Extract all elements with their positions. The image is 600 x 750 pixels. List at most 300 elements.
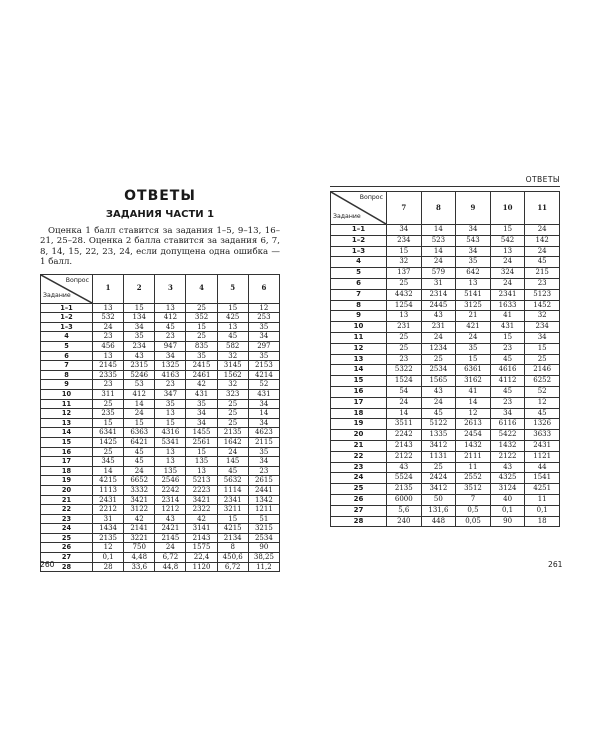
row-label: 16 <box>41 447 93 457</box>
answer-cell: 2546 <box>155 476 186 486</box>
table-row <box>331 462 560 473</box>
answer-cell: 5246 <box>124 370 155 380</box>
answer-cell: 1642 <box>217 437 248 447</box>
answer-cell: 137 <box>387 268 422 279</box>
answer-cell: 6,72 <box>217 562 248 572</box>
answer-cell: 34 <box>490 408 525 419</box>
answer-cell: 3221 <box>124 533 155 543</box>
column-header: 4 <box>186 274 217 303</box>
answer-cell: 45 <box>217 466 248 476</box>
answer-cell: 4432 <box>387 289 422 300</box>
answer-cell: 2212 <box>93 505 124 515</box>
answer-cell: 543 <box>456 235 491 246</box>
answer-cell: 23 <box>525 278 560 289</box>
answer-cell: 240 <box>387 516 422 527</box>
answer-cell: 15 <box>525 343 560 354</box>
table-row <box>41 543 280 553</box>
page-number-left: 260 <box>40 560 55 569</box>
answer-cell: 1212 <box>155 505 186 515</box>
answer-cell: 34 <box>124 322 155 332</box>
row-label: 20 <box>41 485 93 495</box>
answer-cell: 5213 <box>186 476 217 486</box>
table-row <box>331 278 560 289</box>
answer-cell: 25 <box>387 332 422 343</box>
answer-cell: 4316 <box>155 428 186 438</box>
answer-cell: 25 <box>93 399 124 409</box>
answer-cell: 24 <box>421 397 456 408</box>
table-row <box>41 399 280 409</box>
answer-cell: 35 <box>155 399 186 409</box>
answer-cell: 4623 <box>248 428 279 438</box>
answer-cell: 431 <box>490 322 525 333</box>
answer-cell: 3512 <box>456 484 491 495</box>
answer-cell: 3412 <box>421 484 456 495</box>
answer-cell: 32 <box>217 351 248 361</box>
answer-cell: 15 <box>456 354 491 365</box>
table-row <box>41 514 280 524</box>
table-row <box>331 289 560 300</box>
answer-cell: 34 <box>248 332 279 342</box>
answer-cell: 2421 <box>155 524 186 534</box>
table-row <box>41 476 280 486</box>
right-page <box>330 175 560 527</box>
answer-cell: 134 <box>124 313 155 323</box>
answer-cell: 2122 <box>490 451 525 462</box>
table-row <box>331 494 560 505</box>
answer-cell: 45 <box>155 322 186 332</box>
row-label: 1–3 <box>41 322 93 332</box>
column-header: 5 <box>217 274 248 303</box>
table-row <box>41 332 280 342</box>
answer-cell: 1113 <box>93 485 124 495</box>
table-row <box>331 397 560 408</box>
answer-cell: 43 <box>421 386 456 397</box>
column-header: 11 <box>525 192 560 225</box>
row-label: 17 <box>331 397 387 408</box>
answer-cell: 35 <box>456 343 491 354</box>
row-label: 22 <box>41 505 93 515</box>
row-label: 19 <box>41 476 93 486</box>
row-label: 21 <box>331 440 387 451</box>
row-label: 1–1 <box>331 225 387 236</box>
answer-cell: 2141 <box>124 524 155 534</box>
answer-cell: 0,1 <box>525 505 560 516</box>
answer-cell: 142 <box>525 235 560 246</box>
answer-cell: 41 <box>456 386 491 397</box>
answer-cell: 215 <box>525 268 560 279</box>
answer-cell: 25 <box>186 332 217 342</box>
answer-cell: 4616 <box>490 365 525 376</box>
table-row <box>41 447 280 457</box>
answer-cell: 14 <box>456 397 491 408</box>
answer-cell: 2242 <box>155 485 186 495</box>
answer-cell: 352 <box>186 313 217 323</box>
answer-cell: 14 <box>93 466 124 476</box>
answer-cell: 42 <box>124 514 155 524</box>
answer-cell: 24 <box>124 409 155 419</box>
table-row <box>331 235 560 246</box>
answer-cell: 52 <box>248 380 279 390</box>
answer-cell: 35 <box>248 447 279 457</box>
table-row <box>331 257 560 268</box>
answer-cell: 25 <box>421 462 456 473</box>
table-row <box>331 300 560 311</box>
answer-cell: 5123 <box>525 289 560 300</box>
answer-cell: 297 <box>248 342 279 352</box>
answer-cell: 22,4 <box>186 553 217 563</box>
table-row <box>331 322 560 333</box>
table-row <box>331 440 560 451</box>
answer-cell: 25 <box>387 343 422 354</box>
row-label: 28 <box>41 562 93 572</box>
table-row <box>331 343 560 354</box>
answer-cell: 50 <box>421 494 456 505</box>
answer-cell: 38,25 <box>248 553 279 563</box>
row-label: 18 <box>41 466 93 476</box>
answer-cell: 35 <box>248 351 279 361</box>
answer-cell: 2314 <box>421 289 456 300</box>
answer-cell: 5141 <box>456 289 491 300</box>
row-label: 1–1 <box>41 303 93 313</box>
answer-cell: 135 <box>186 457 217 467</box>
row-label: 13 <box>331 354 387 365</box>
answer-cell: 34 <box>155 351 186 361</box>
answer-cell: 5422 <box>490 430 525 441</box>
corner-label-question: Вопрос <box>359 194 383 201</box>
answer-cell: 532 <box>93 313 124 323</box>
answer-cell: 43 <box>387 462 422 473</box>
answer-cell: 23 <box>155 332 186 342</box>
answer-cell: 8 <box>217 543 248 553</box>
table-row <box>331 332 560 343</box>
answer-cell: 13 <box>387 311 422 322</box>
answer-cell: 43 <box>155 514 186 524</box>
answer-cell: 3412 <box>421 440 456 451</box>
answer-cell: 311 <box>93 389 124 399</box>
answer-cell: 2445 <box>421 300 456 311</box>
row-label: 23 <box>331 462 387 473</box>
row-label: 9 <box>41 380 93 390</box>
answer-cell: 947 <box>155 342 186 352</box>
answer-cell: 5341 <box>155 437 186 447</box>
row-label: 1–3 <box>331 246 387 257</box>
answer-cell: 54 <box>387 386 422 397</box>
answer-cell: 24 <box>124 466 155 476</box>
answer-cell: 234 <box>387 235 422 246</box>
column-header: 8 <box>421 192 456 225</box>
answer-cell: 2461 <box>186 370 217 380</box>
answer-cell: 2431 <box>525 440 560 451</box>
answer-cell: 2322 <box>186 505 217 515</box>
row-label: 22 <box>331 451 387 462</box>
table-row <box>41 562 280 572</box>
answer-cell: 23 <box>248 466 279 476</box>
answer-cell: 13 <box>186 466 217 476</box>
answer-cell: 14 <box>124 399 155 409</box>
left-page <box>40 180 280 572</box>
table-row <box>331 484 560 495</box>
answer-cell: 4,48 <box>124 553 155 563</box>
answer-cell: 431 <box>248 389 279 399</box>
row-label: 9 <box>331 311 387 322</box>
answer-cell: 2143 <box>387 440 422 451</box>
answer-cell: 23 <box>93 380 124 390</box>
answer-cell: 21 <box>456 311 491 322</box>
answer-cell: 6341 <box>93 428 124 438</box>
answer-cell: 35 <box>456 257 491 268</box>
running-head: ОТВЕТЫ <box>525 175 560 184</box>
table-row <box>331 246 560 257</box>
row-label: 4 <box>41 332 93 342</box>
answer-cell: 13 <box>93 351 124 361</box>
answer-cell: 750 <box>124 543 155 553</box>
answer-cell: 15 <box>217 303 248 313</box>
answer-cell: 1575 <box>186 543 217 553</box>
answer-cell: 28 <box>93 562 124 572</box>
table-row <box>331 386 560 397</box>
answer-cell: 3125 <box>456 300 491 311</box>
answer-cell: 24 <box>155 543 186 553</box>
answer-cell: 2115 <box>248 437 279 447</box>
answer-cell: 45 <box>217 332 248 342</box>
answer-cell: 14 <box>421 225 456 236</box>
answer-cell: 25 <box>217 418 248 428</box>
answer-cell: 14 <box>387 408 422 419</box>
answer-cell: 45 <box>124 457 155 467</box>
row-label: 10 <box>331 322 387 333</box>
answer-cell: 2223 <box>186 485 217 495</box>
answer-cell: 3145 <box>217 361 248 371</box>
table-row <box>41 342 280 352</box>
answers-table-left <box>40 274 280 573</box>
table-row <box>331 516 560 527</box>
answer-cell: 40 <box>490 494 525 505</box>
answer-cell: 24 <box>525 225 560 236</box>
answer-cell: 0,05 <box>456 516 491 527</box>
answer-cell: 0,1 <box>93 553 124 563</box>
answer-cell: 345 <box>93 457 124 467</box>
answer-cell: 2341 <box>490 289 525 300</box>
answer-cell: 33,6 <box>124 562 155 572</box>
answer-cell: 835 <box>186 342 217 352</box>
answer-cell: 13 <box>155 303 186 313</box>
answer-cell: 2314 <box>155 495 186 505</box>
answer-cell: 3141 <box>186 524 217 534</box>
table-row <box>41 313 280 323</box>
answer-cell: 25 <box>217 399 248 409</box>
answer-cell: 2143 <box>186 533 217 543</box>
column-header: 6 <box>248 274 279 303</box>
row-label: 5 <box>41 342 93 352</box>
answer-cell: 34 <box>456 225 491 236</box>
answer-cell: 42 <box>186 514 217 524</box>
answer-cell: 13 <box>93 303 124 313</box>
row-label: 21 <box>41 495 93 505</box>
answer-cell: 131,6 <box>421 505 456 516</box>
answer-cell: 4163 <box>155 370 186 380</box>
table-row <box>331 451 560 462</box>
row-label: 23 <box>41 514 93 524</box>
table-row <box>41 370 280 380</box>
row-label: 13 <box>41 418 93 428</box>
answer-cell: 2561 <box>186 437 217 447</box>
answer-cell: 23 <box>490 397 525 408</box>
answer-cell: 34 <box>186 418 217 428</box>
answer-cell: 42 <box>186 380 217 390</box>
answer-cell: 11 <box>456 462 491 473</box>
answer-cell: 431 <box>186 389 217 399</box>
answer-cell: 23 <box>490 343 525 354</box>
answer-cell: 2615 <box>248 476 279 486</box>
answer-cell: 1524 <box>387 376 422 387</box>
answer-cell: 4214 <box>248 370 279 380</box>
answer-cell: 450,6 <box>217 553 248 563</box>
answer-cell: 2135 <box>387 484 422 495</box>
answer-cell: 3122 <box>124 505 155 515</box>
answer-cell: 523 <box>421 235 456 246</box>
answer-cell: 6361 <box>456 365 491 376</box>
row-label: 15 <box>41 437 93 447</box>
answer-cell: 1565 <box>421 376 456 387</box>
table-row <box>41 361 280 371</box>
table-corner-cell <box>331 192 387 225</box>
row-label: 6 <box>41 351 93 361</box>
answer-cell: 51 <box>248 514 279 524</box>
answer-cell: 35 <box>186 399 217 409</box>
answer-cell: 34 <box>186 409 217 419</box>
answer-cell: 1254 <box>387 300 422 311</box>
row-label: 5 <box>331 268 387 279</box>
answer-cell: 24 <box>421 332 456 343</box>
answer-cell: 18 <box>525 516 560 527</box>
answer-cell: 25 <box>186 303 217 313</box>
row-label: 6 <box>331 278 387 289</box>
answer-cell: 231 <box>387 322 422 333</box>
answer-cell: 44,8 <box>155 562 186 572</box>
answer-cell: 35 <box>186 351 217 361</box>
answer-cell: 23 <box>93 332 124 342</box>
answer-cell: 24 <box>490 278 525 289</box>
answer-cell: 1326 <box>525 419 560 430</box>
answer-cell: 13 <box>155 457 186 467</box>
row-label: 18 <box>331 408 387 419</box>
answer-cell: 2454 <box>456 430 491 441</box>
row-label: 11 <box>331 332 387 343</box>
answer-cell: 3162 <box>456 376 491 387</box>
answer-cell: 31 <box>93 514 124 524</box>
answer-cell: 3421 <box>124 495 155 505</box>
answer-cell: 234 <box>525 322 560 333</box>
row-label: 20 <box>331 430 387 441</box>
answer-cell: 15 <box>490 332 525 343</box>
answer-cell: 448 <box>421 516 456 527</box>
answer-cell: 34 <box>387 225 422 236</box>
table-row <box>41 457 280 467</box>
column-header: 3 <box>155 274 186 303</box>
answer-cell: 25 <box>421 354 456 365</box>
answer-cell: 45 <box>490 354 525 365</box>
answer-cell: 5322 <box>387 365 422 376</box>
answer-cell: 456 <box>93 342 124 352</box>
table-row <box>41 303 280 313</box>
answer-cell: 2242 <box>387 430 422 441</box>
answer-cell: 145 <box>217 457 248 467</box>
table-row <box>41 437 280 447</box>
answer-cell: 1452 <box>525 300 560 311</box>
answer-cell: 13 <box>217 322 248 332</box>
answer-cell: 421 <box>456 322 491 333</box>
answer-cell: 235 <box>93 409 124 419</box>
row-label: 1–2 <box>331 235 387 246</box>
answer-cell: 2111 <box>456 451 491 462</box>
answer-cell: 6116 <box>490 419 525 430</box>
answer-cell: 579 <box>421 268 456 279</box>
answer-cell: 11 <box>525 494 560 505</box>
column-header: 1 <box>93 274 124 303</box>
answer-cell: 24 <box>93 322 124 332</box>
answer-cell: 4215 <box>93 476 124 486</box>
answer-cell: 412 <box>155 313 186 323</box>
page-number-right: 261 <box>548 560 563 569</box>
answer-cell: 24 <box>490 257 525 268</box>
answer-cell: 45 <box>490 386 525 397</box>
table-row <box>331 311 560 322</box>
table-row <box>41 533 280 543</box>
answer-cell: 25 <box>93 447 124 457</box>
answer-cell: 15 <box>93 418 124 428</box>
answer-cell: 43 <box>490 462 525 473</box>
answer-cell: 32 <box>387 257 422 268</box>
table-row <box>331 408 560 419</box>
answer-cell: 1541 <box>525 473 560 484</box>
answer-cell: 14 <box>248 409 279 419</box>
table-corner-cell <box>41 274 93 303</box>
answer-cell: 2335 <box>93 370 124 380</box>
row-label: 14 <box>331 365 387 376</box>
answer-cell: 34 <box>248 418 279 428</box>
grading-note: Оценка 1 балл ставится за задания 1–5, 9–13, 16–21, 25–28. Оценка 2 балла ставится за задания 6, 7, 8, 14, 15, 22, 23, 24, если допущена одна ошибка — 1 балл. <box>40 226 280 268</box>
row-label: 26 <box>331 494 387 505</box>
table-row <box>331 430 560 441</box>
answer-cell: 5524 <box>387 473 422 484</box>
answer-cell: 2145 <box>155 533 186 543</box>
answer-cell: 582 <box>217 342 248 352</box>
answer-cell: 234 <box>124 342 155 352</box>
table-row <box>41 553 280 563</box>
answer-cell: 5632 <box>217 476 248 486</box>
answer-cell: 25 <box>217 409 248 419</box>
answer-cell: 45 <box>124 447 155 457</box>
table-row <box>41 409 280 419</box>
answer-cell: 2431 <box>93 495 124 505</box>
answer-cell: 24 <box>421 257 456 268</box>
table-row <box>41 505 280 515</box>
answer-cell: 15 <box>124 303 155 313</box>
answer-cell: 0,1 <box>490 505 525 516</box>
answer-cell: 13 <box>155 447 186 457</box>
row-label: 12 <box>41 409 93 419</box>
answer-cell: 425 <box>217 313 248 323</box>
answer-cell: 90 <box>490 516 525 527</box>
table-row <box>41 428 280 438</box>
answer-cell: 2341 <box>217 495 248 505</box>
answer-cell: 34 <box>248 399 279 409</box>
row-label: 27 <box>331 505 387 516</box>
answer-cell: 1434 <box>93 524 124 534</box>
row-label: 15 <box>331 376 387 387</box>
answer-cell: 15 <box>124 418 155 428</box>
answer-cell: 12 <box>248 303 279 313</box>
